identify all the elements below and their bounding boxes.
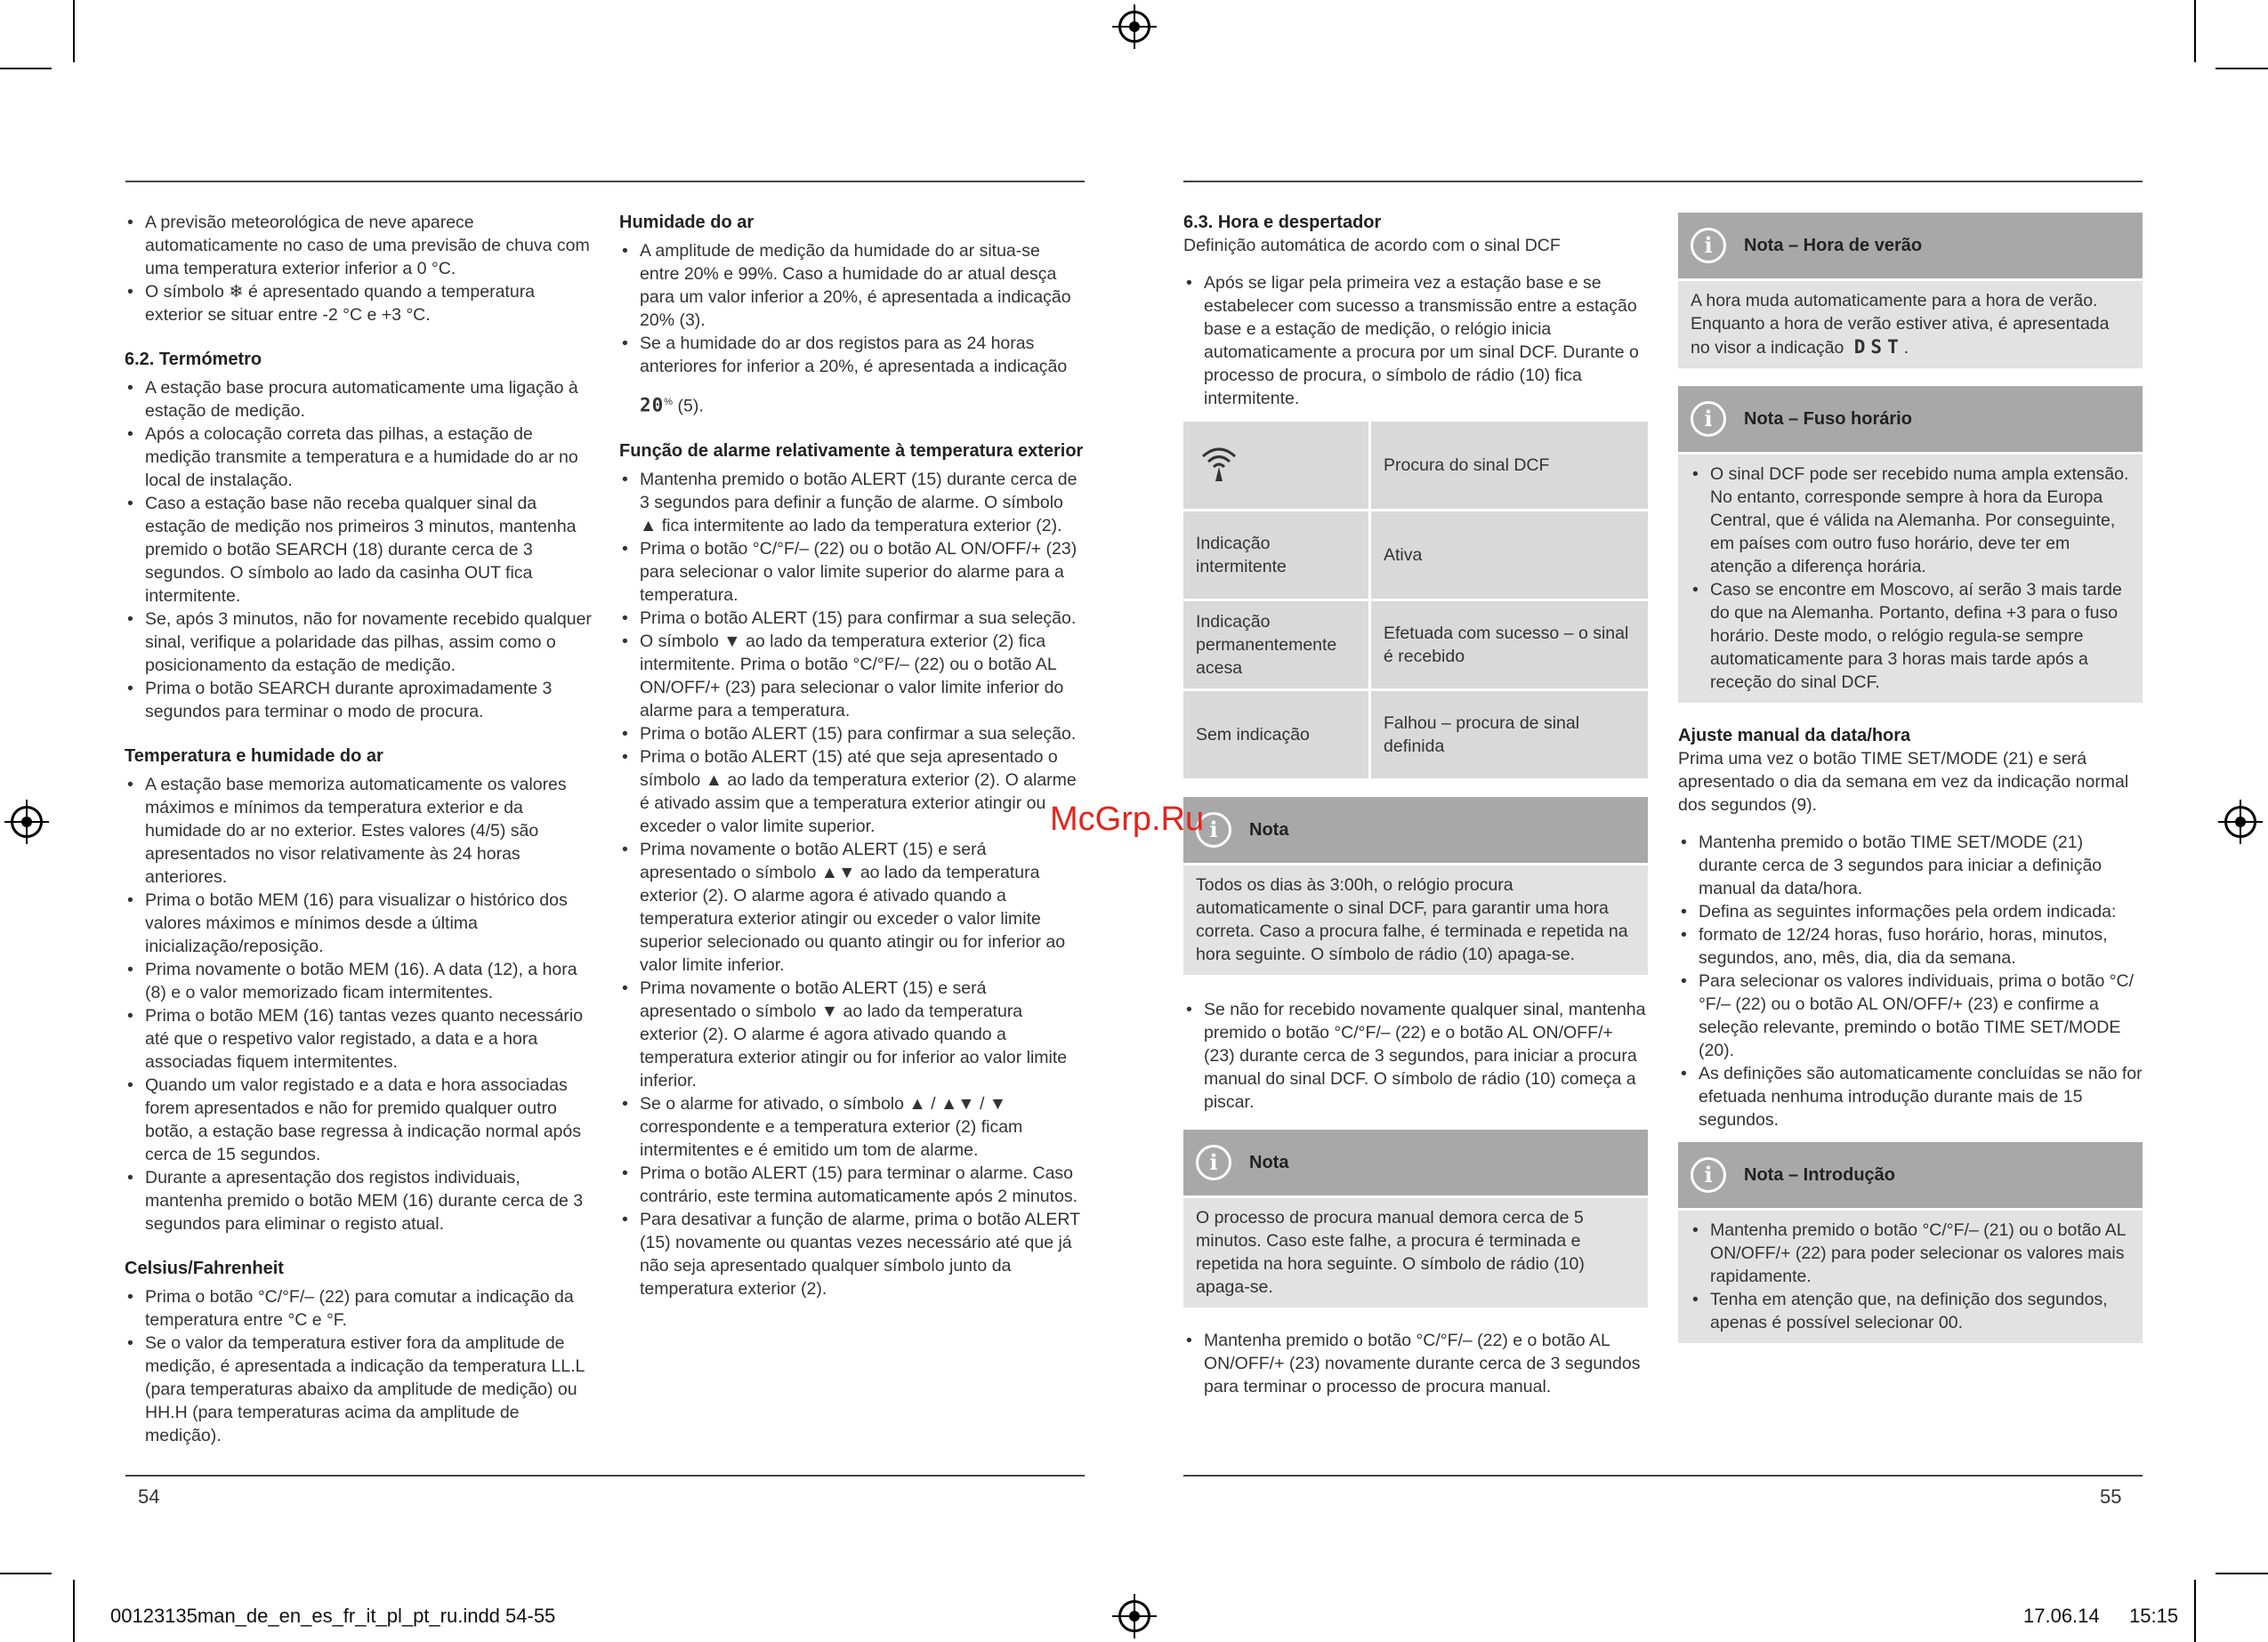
top-rule-right — [1183, 181, 2143, 182]
note-title: Nota – Introdução — [1744, 1165, 1896, 1185]
page-number-right: 55 — [2100, 1485, 2122, 1508]
note-body — [1678, 455, 2143, 703]
note-header — [1183, 1130, 1648, 1195]
table-row — [1183, 511, 1648, 599]
list-item: • Prima o botão ALERT (15) até que seja apresentado o símbolo ▲ ao lado da temperatura exterior (2). O alarme é ativado assim que a temperatura exterior atingir ou exceder o valor limite superior. — [619, 745, 1084, 838]
table-row — [1183, 422, 1648, 509]
note-body: Todos os dias às 3:00h, o relógio procura automaticamente o sinal DCF, para garantir uma hora correta. Caso a procura falhe, é terminada e repetida na hora seguinte. O símbolo de rádio (10) apaga-se. — [1183, 865, 1648, 975]
crop-mark — [2194, 1580, 2196, 1642]
list-item: • Prima o botão ALERT (15) para terminar o alarme. Caso contrário, este termina automaticamente após 2 minutos. — [619, 1162, 1084, 1208]
note-box-timezone — [1678, 386, 2143, 703]
note-box-dst — [1678, 213, 2143, 368]
info-icon: i — [1691, 401, 1726, 437]
list-item: • Tenha em atenção que, na definição dos segundos, apenas é possível selecionar 00. — [1691, 1288, 2130, 1334]
humidity-lcd-line: 20% (5). — [640, 394, 704, 416]
note-title: Nota – Fuso horário — [1744, 409, 1912, 429]
table-cell: Ativa — [1371, 511, 1648, 599]
footer-filename: 00123135man_de_en_es_fr_it_pl_pt_ru.indd 54-55 — [110, 1605, 556, 1627]
note-box — [1183, 1130, 1648, 1308]
section-title-thermometer: 6.2. Termómetro — [125, 350, 262, 369]
list-item: • Mantenha premido o botão °C/°F/– (22) e o botão AL ON/OFF/+ (23) novamente durante cerca de 3 segundos para terminar o processo de procura manual. — [1183, 1329, 1648, 1398]
dst-indicator: DST — [1853, 336, 1904, 358]
list-item: • Prima o botão MEM (16) tantas vezes quanto necessário até que o respetivo valor registado, a data e a hora associadas fiquem intermitentes. — [125, 1004, 596, 1074]
list-item: • Mantenha premido o botão TIME SET/MODE (21) durante cerca de 3 segundos para iniciar a definição manual da data/hora. — [1678, 831, 2143, 900]
dcf-list-3 — [1183, 1329, 1648, 1398]
intro-list — [1691, 1219, 2130, 1334]
list-item: • Caso a estação base não receba qualquer sinal da estação de medição nos primeiros 3 minutos, mantenha premido o botão SEARCH (18) durante cerca de 3 segundos. O símbolo ao lado da casinha OUT fica intermitente. — [125, 492, 596, 608]
list-item: • A amplitude de medição da humidade do ar situa-se entre 20% e 99%. Caso a humidade do ar atual desça para um valor inferior a 20%, é apresentada a indicação 20% (3). — [619, 239, 1084, 332]
list-item: • O sinal DCF pode ser recebido numa ampla extensão. No entanto, corresponde sempre à hora da Europa Central, que é válida na Alemanha. Por conseguinte, em países com outro fuso horário, deve ter em atenção a diferença horária. — [1691, 463, 2130, 578]
section-title-manual-setting: Ajuste manual da data/hora — [1678, 726, 1911, 745]
note-header — [1183, 797, 1648, 863]
list-item: • Quando um valor registado e a data e hora associadas forem apresentados e não for premido qualquer outro botão, a estação base regressa à indicação normal após cerca de 15 segundos. — [125, 1074, 596, 1166]
manual-setting-list — [1678, 831, 2143, 1131]
note-body: O processo de procura manual demora cerca de 5 minutos. Caso este falhe, a procura é terminada e repetida na hora seguinte. O símbolo de rádio (10) apaga-se. — [1183, 1198, 1648, 1308]
list-item: • O símbolo ❄ é apresentado quando a temperatura exterior se situar entre -2 °C e +3 °C. — [125, 280, 596, 326]
list-item: • Caso se encontre em Moscovo, aí serão 3 mais tarde do que na Alemanha. Portanto, defina +3 para o fuso horário. Deste modo, o relógio regula-se sempre automaticamente para 3 horas mais tarde após a receção do sinal DCF. — [1691, 578, 2130, 694]
note-box — [1183, 797, 1648, 975]
note-box-intro — [1678, 1142, 2143, 1343]
table-cell: Sem indicação — [1183, 691, 1368, 778]
list-item: • Mantenha premido o botão °C/°F/– (21) ou o botão AL ON/OFF/+ (22) para poder selecionar os valores mais rapidamente. — [1691, 1219, 2130, 1288]
table-cell — [1183, 422, 1368, 509]
table-row — [1183, 691, 1648, 778]
top-rule-left — [125, 181, 1085, 182]
registration-mark-icon — [11, 806, 43, 838]
dcf-list-2 — [1183, 998, 1648, 1114]
crop-mark — [73, 0, 75, 62]
list-item: • Durante a apresentação dos registos individuais, mantenha premido o botão MEM (16) durante cerca de 3 segundos para eliminar o registo atual. — [125, 1166, 596, 1236]
note-body: A hora muda automaticamente para a hora de verão. Enquanto a hora de verão estiver ativa, é apresentada no visor a indicação DST. — [1678, 281, 2143, 368]
table-cell: Indicação intermitente — [1183, 511, 1368, 599]
bottom-rule-left — [125, 1475, 1085, 1477]
registration-mark-icon — [2224, 806, 2256, 838]
celsius-fahrenheit-list — [125, 1285, 596, 1447]
list-item: • Prima o botão °C/°F/– (22) para comutar a indicação da temperatura entre °C e °F. — [125, 1285, 596, 1332]
list-item: • Se, após 3 minutos, não for novamente recebido qualquer sinal, verifique a polaridade das pilhas, assim como o posicionamento da estação de medição. — [125, 608, 596, 677]
list-item: • Se não for recebido novamente qualquer sinal, mantenha premido o botão °C/°F/– (22) e o botão AL ON/OFF/+ (23) durante cerca de 3 segundos, para iniciar a procura manual do sinal DCF. O símbolo de rádio (10) começa a piscar. — [1183, 998, 1648, 1114]
list-item: • Se o valor da temperatura estiver fora da amplitude de medição, é apresentada a indicação da temperatura LL.L (para temperaturas abaixo da amplitude de medição) ou HH.H (para temperaturas acima da amplitude de medição). — [125, 1332, 596, 1447]
list-item: • Mantenha premido o botão ALERT (15) durante cerca de 3 segundos para definir a função de alarme. O símbolo ▲ fica intermitente ao lado da temperatura exterior (2). — [619, 468, 1084, 537]
list-item: • O símbolo ▼ ao lado da temperatura exterior (2) fica intermitente. Prima o botão °C/°F/– (22) ou o botão AL ON/OFF/+ (23) para selecionar o valor limite inferior do alarme para a temperatura. — [619, 630, 1084, 722]
list-item: • Prima o botão ALERT (15) para confirmar a sua seleção. — [619, 722, 1084, 745]
crop-mark — [73, 1580, 75, 1642]
manual-intro: Prima uma vez o botão TIME SET/MODE (21) e será apresentado o dia da semana em vez da indicação normal dos segundos (9). — [1678, 749, 2129, 815]
crop-mark — [2216, 68, 2268, 69]
right-column-2 — [1678, 213, 2143, 1343]
note-header — [1678, 213, 2143, 278]
list-item: • Prima novamente o botão ALERT (15) e será apresentado o símbolo ▲▼ ao lado da temperatura exterior (2). O alarme agora é ativado quando a temperatura exterior atingir ou exceder o valor limite superior selecionado ou quanto atingir ou for inferior ao valor limite inferior. — [619, 838, 1084, 977]
right-column-1 — [1183, 211, 1648, 1398]
section-title-celsius-fahrenheit: Celsius/Fahrenheit — [125, 1259, 284, 1278]
list-item: • As definições são automaticamente concluídas se não for efetuada nenhuma introdução durante mais de 15 segundos. — [1678, 1062, 2143, 1131]
list-item: • Prima o botão SEARCH durante aproximadamente 3 segundos para terminar o modo de procura. — [125, 677, 596, 723]
list-item: • Após a colocação correta das pilhas, a estação de medição transmite a temperatura e a humidade do ar no local de instalação. — [125, 423, 596, 492]
list-item: • A estação base memoriza automaticamente os valores máximos e mínimos da temperatura exterior e da humidade do ar no exterior. Estes valores (4/5) são apresentados no visor relativamente às 24 horas anteriores. — [125, 773, 596, 889]
registration-mark-icon — [1118, 11, 1150, 43]
list-item: • Prima o botão °C/°F/– (22) ou o botão AL ON/OFF/+ (23) para selecionar o valor limite superior do alarme para a temperatura. — [619, 537, 1084, 607]
note-title: Nota — [1249, 1153, 1289, 1172]
note-header — [1678, 1142, 2143, 1208]
list-item: • Para selecionar os valores individuais, prima o botão °C/°F/– (22) ou o botão AL ON/OFF/+ (23) e confirme a seleção relevante, premindo o botão TIME SET/MODE (20). — [1678, 970, 2143, 1062]
bottom-rule-right — [1183, 1475, 2143, 1477]
list-item: • Prima novamente o botão ALERT (15) e será apresentado o símbolo ▼ ao lado da temperatura exterior (2). O alarme é agora ativado quando a temperatura exterior atingir ou for inferior ao valor limite inferior. — [619, 977, 1084, 1092]
timezone-list — [1691, 463, 2130, 694]
lcd-reference: (5). — [677, 396, 704, 416]
section-title-alarm: Função de alarme relativamente à temperatura exterior — [619, 440, 1084, 461]
table-cell: Falhou – procura de sinal definida — [1371, 691, 1648, 778]
footer-time: 15:15 — [2129, 1605, 2179, 1627]
list-item: • Prima o botão ALERT (15) para confirmar a sua seleção. — [619, 607, 1084, 630]
table-cell: Indicação permanentemente acesa — [1183, 601, 1368, 688]
radio-signal-icon — [1196, 440, 1242, 485]
thermometer-list — [125, 376, 596, 723]
list-item: • Prima novamente o botão MEM (16). A data (12), a hora (8) e o valor memorizado ficam intermitentes. — [125, 958, 596, 1004]
temperature-humidity-list — [125, 773, 596, 1236]
section-subtitle: Definição automática de acordo com o sinal DCF — [1183, 236, 1561, 255]
dcf-status-table — [1181, 419, 1651, 781]
section-title-temperature-humidity: Temperatura e humidade do ar — [125, 746, 383, 766]
left-column-2 — [619, 211, 1084, 1300]
crop-mark — [2216, 1573, 2268, 1574]
list-item: • A estação base procura automaticamente uma ligação à estação de medição. — [125, 376, 596, 423]
list-item: • Para desativar a função de alarme, prima o botão ALERT (15) novamente ou quantas vezes necessário até que já não seja apresentado qualquer símbolo junto da temperatura exterior (2). — [619, 1208, 1084, 1300]
list-item: • Se o alarme for ativado, o símbolo ▲ / ▲▼ / ▼ correspondente e a temperatura exterior (2) ficam intermitentes e é emitido um tom de alarme. — [619, 1092, 1084, 1162]
list-item: • Se a humidade do ar dos registos para as 24 horas anteriores for inferior a 20%, é apresentada a indicação — [619, 332, 1084, 378]
footer-date: 17.06.14 — [2023, 1605, 2100, 1627]
info-icon: i — [1196, 812, 1231, 848]
left-column-1 — [125, 211, 596, 1447]
info-icon: i — [1691, 1157, 1726, 1193]
list-item: • Após se ligar pela primeira vez a estação base e se estabelecer com sucesso a transmissão entre a estação base e a estação de medição, o relógio inicia automaticamente a procura por um sinal DCF. Durante o processo de procura, o símbolo de rádio (10) fica intermitente. — [1183, 271, 1648, 410]
alarm-list — [619, 468, 1084, 1300]
crop-mark — [0, 68, 52, 69]
list-item: • Defina as seguintes informações pela ordem indicada: — [1678, 900, 2143, 923]
section-title-time-alarm: 6.3. Hora e despertador — [1183, 213, 1382, 232]
lcd-humidity-icon: 20 — [640, 394, 665, 416]
list-item: • A previsão meteorológica de neve aparece automaticamente no caso de uma previsão de chuva com uma temperatura exterior inferior a 0 °C. — [125, 211, 596, 280]
note-text: A hora muda automaticamente para a hora de verão. Enquanto a hora de verão estiver ativa, é apresentada no visor a indicação — [1691, 291, 2110, 358]
info-icon: i — [1196, 1145, 1231, 1180]
note-header — [1678, 386, 2143, 452]
table-row — [1183, 601, 1648, 688]
note-title: Nota — [1249, 820, 1289, 840]
note-body — [1678, 1211, 2143, 1343]
page-number-left: 54 — [138, 1485, 160, 1508]
registration-mark-icon — [1118, 1600, 1150, 1632]
section-title-humidity: Humidade do ar — [619, 213, 755, 232]
list-item: • formato de 12/24 horas, fuso horário, horas, minutos, segundos, ano, mês, dia, dia da semana. — [1678, 923, 2143, 970]
dcf-list-1 — [1183, 271, 1648, 410]
table-cell: Efetuada com sucesso – o sinal é recebido — [1371, 601, 1648, 688]
list-item: • Prima o botão MEM (16) para visualizar o histórico dos valores máximos e mínimos desde a última inicialização/reposição. — [125, 889, 596, 958]
humidity-list — [619, 239, 1084, 378]
info-icon: i — [1691, 228, 1726, 263]
table-cell: Procura do sinal DCF — [1371, 422, 1648, 509]
note-title: Nota – Hora de verão — [1744, 236, 1923, 255]
crop-mark — [2194, 0, 2196, 62]
crop-mark — [0, 1573, 52, 1574]
watermark: McGrp.Ru — [1050, 801, 1205, 838]
snow-forecast-list — [125, 211, 596, 326]
